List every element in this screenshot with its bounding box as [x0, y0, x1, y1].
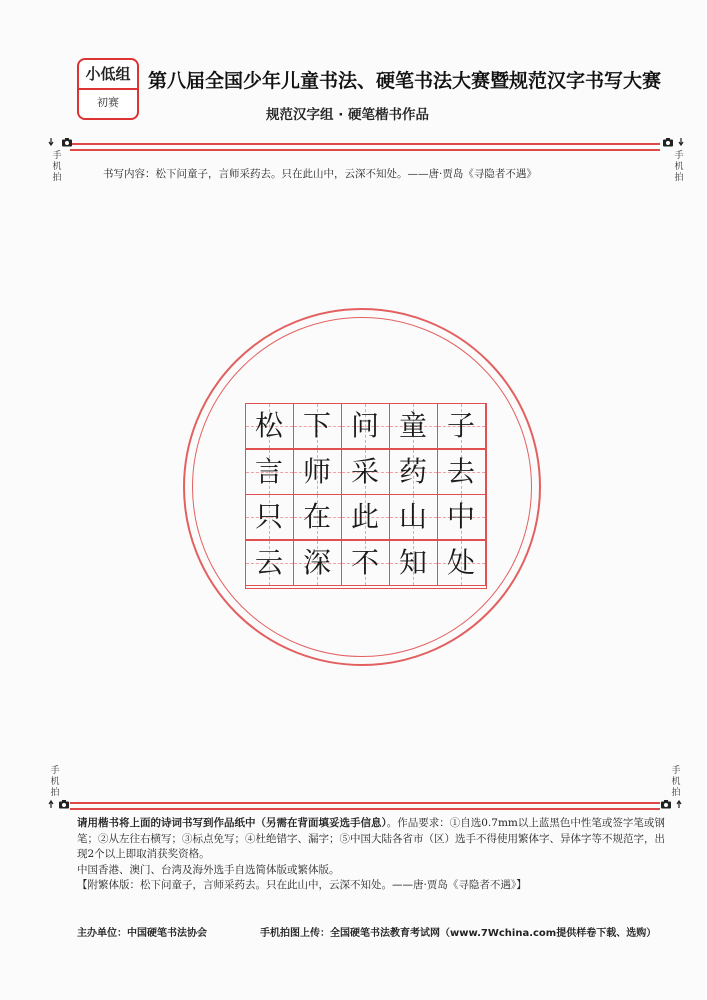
corner-bottom-right	[660, 766, 683, 813]
instructions-lead: 请用楷书将上面的诗词书写到作品纸中（另需在背面填妥选手信息）	[77, 817, 387, 829]
grid-character: 山	[398, 500, 427, 533]
grid-character: 药	[398, 454, 427, 488]
corner-top-right	[662, 137, 685, 184]
footer-upload: 手机拍图上传：全国硬笔书法教育考试网（www.7Wchina.com提供样卷下载、选购）	[260, 928, 657, 939]
instructions-requirements: 。作品要求：①自选0.7mm以上蓝黑色中性笔或签字笔或钢笔；②从左往右横写；③标点免写；④杜绝错字、漏字；⑤中国大陆各省市（区）选手不得使用繁体字、异体字等不规范字，出现2个以上即取消获奖资格。	[77, 817, 665, 860]
grid-character: 在	[302, 500, 331, 533]
top-rule-1	[70, 143, 660, 145]
camera-icon	[660, 799, 672, 809]
grid-character: 师	[302, 454, 331, 488]
corner-top-left	[48, 137, 73, 184]
grid-character: 问	[350, 409, 379, 442]
writing-content: 书写内容：松下问童子，言师采药去。只在此山中，云深不知处。——唐·贾岛《寻隐者不遇》	[103, 168, 537, 180]
top-rule-2	[70, 149, 660, 151]
grid-character: 不	[350, 545, 379, 579]
camera-icon	[662, 137, 674, 147]
bottom-rule-1	[70, 802, 660, 804]
instructions-hk-note: 中国香港、澳门、台湾及海外选手自选简体版或繁体版。	[77, 863, 340, 876]
grid-character: 此	[350, 500, 379, 533]
grid-character: 松	[254, 409, 283, 442]
page-subtitle: 规范汉字组 · 硬笔楷书作品	[266, 107, 430, 123]
arrow-up-icon	[47, 799, 55, 809]
camera-icon	[58, 799, 70, 809]
camera-icon	[61, 137, 73, 147]
badge-stage: 初赛	[97, 96, 119, 109]
corner-label: 手机拍	[671, 766, 681, 798]
grid-character: 知	[398, 545, 427, 579]
grid-character: 只	[254, 500, 283, 533]
grid-character: 去	[446, 454, 475, 488]
instructions-traditional: 【附繁体版：松下问童子，言师采药去。只在此山中，云深不知处。——唐·贾岛《寻隐者不遇》】	[77, 879, 527, 891]
grid-character: 下	[302, 409, 331, 442]
corner-label: 手机拍	[52, 151, 62, 183]
instructions	[77, 816, 667, 894]
grid-character: 采	[350, 454, 379, 488]
grid-character: 言	[254, 454, 283, 488]
grid-character: 中	[446, 500, 475, 533]
writing-grid	[245, 403, 487, 589]
grid-character: 处	[446, 545, 475, 579]
arrow-down-icon	[677, 137, 685, 147]
corner-label: 手机拍	[50, 766, 60, 798]
grid-character: 子	[446, 409, 475, 442]
corner-bottom-left	[47, 766, 70, 813]
page-title: 第八届全国少年儿童书法、硬笔书法大赛暨规范汉字书写大赛	[148, 70, 662, 92]
group-badge	[77, 58, 139, 120]
corner-label: 手机拍	[674, 151, 684, 183]
arrow-up-icon	[675, 799, 683, 809]
bottom-rule-2	[70, 808, 660, 810]
grid-character: 云	[254, 545, 283, 579]
grid-character: 童	[398, 409, 427, 442]
grid-character: 深	[302, 545, 331, 579]
footer-organizer: 主办单位：中国硬笔书法协会	[77, 928, 207, 939]
badge-group: 小低组	[79, 60, 137, 90]
